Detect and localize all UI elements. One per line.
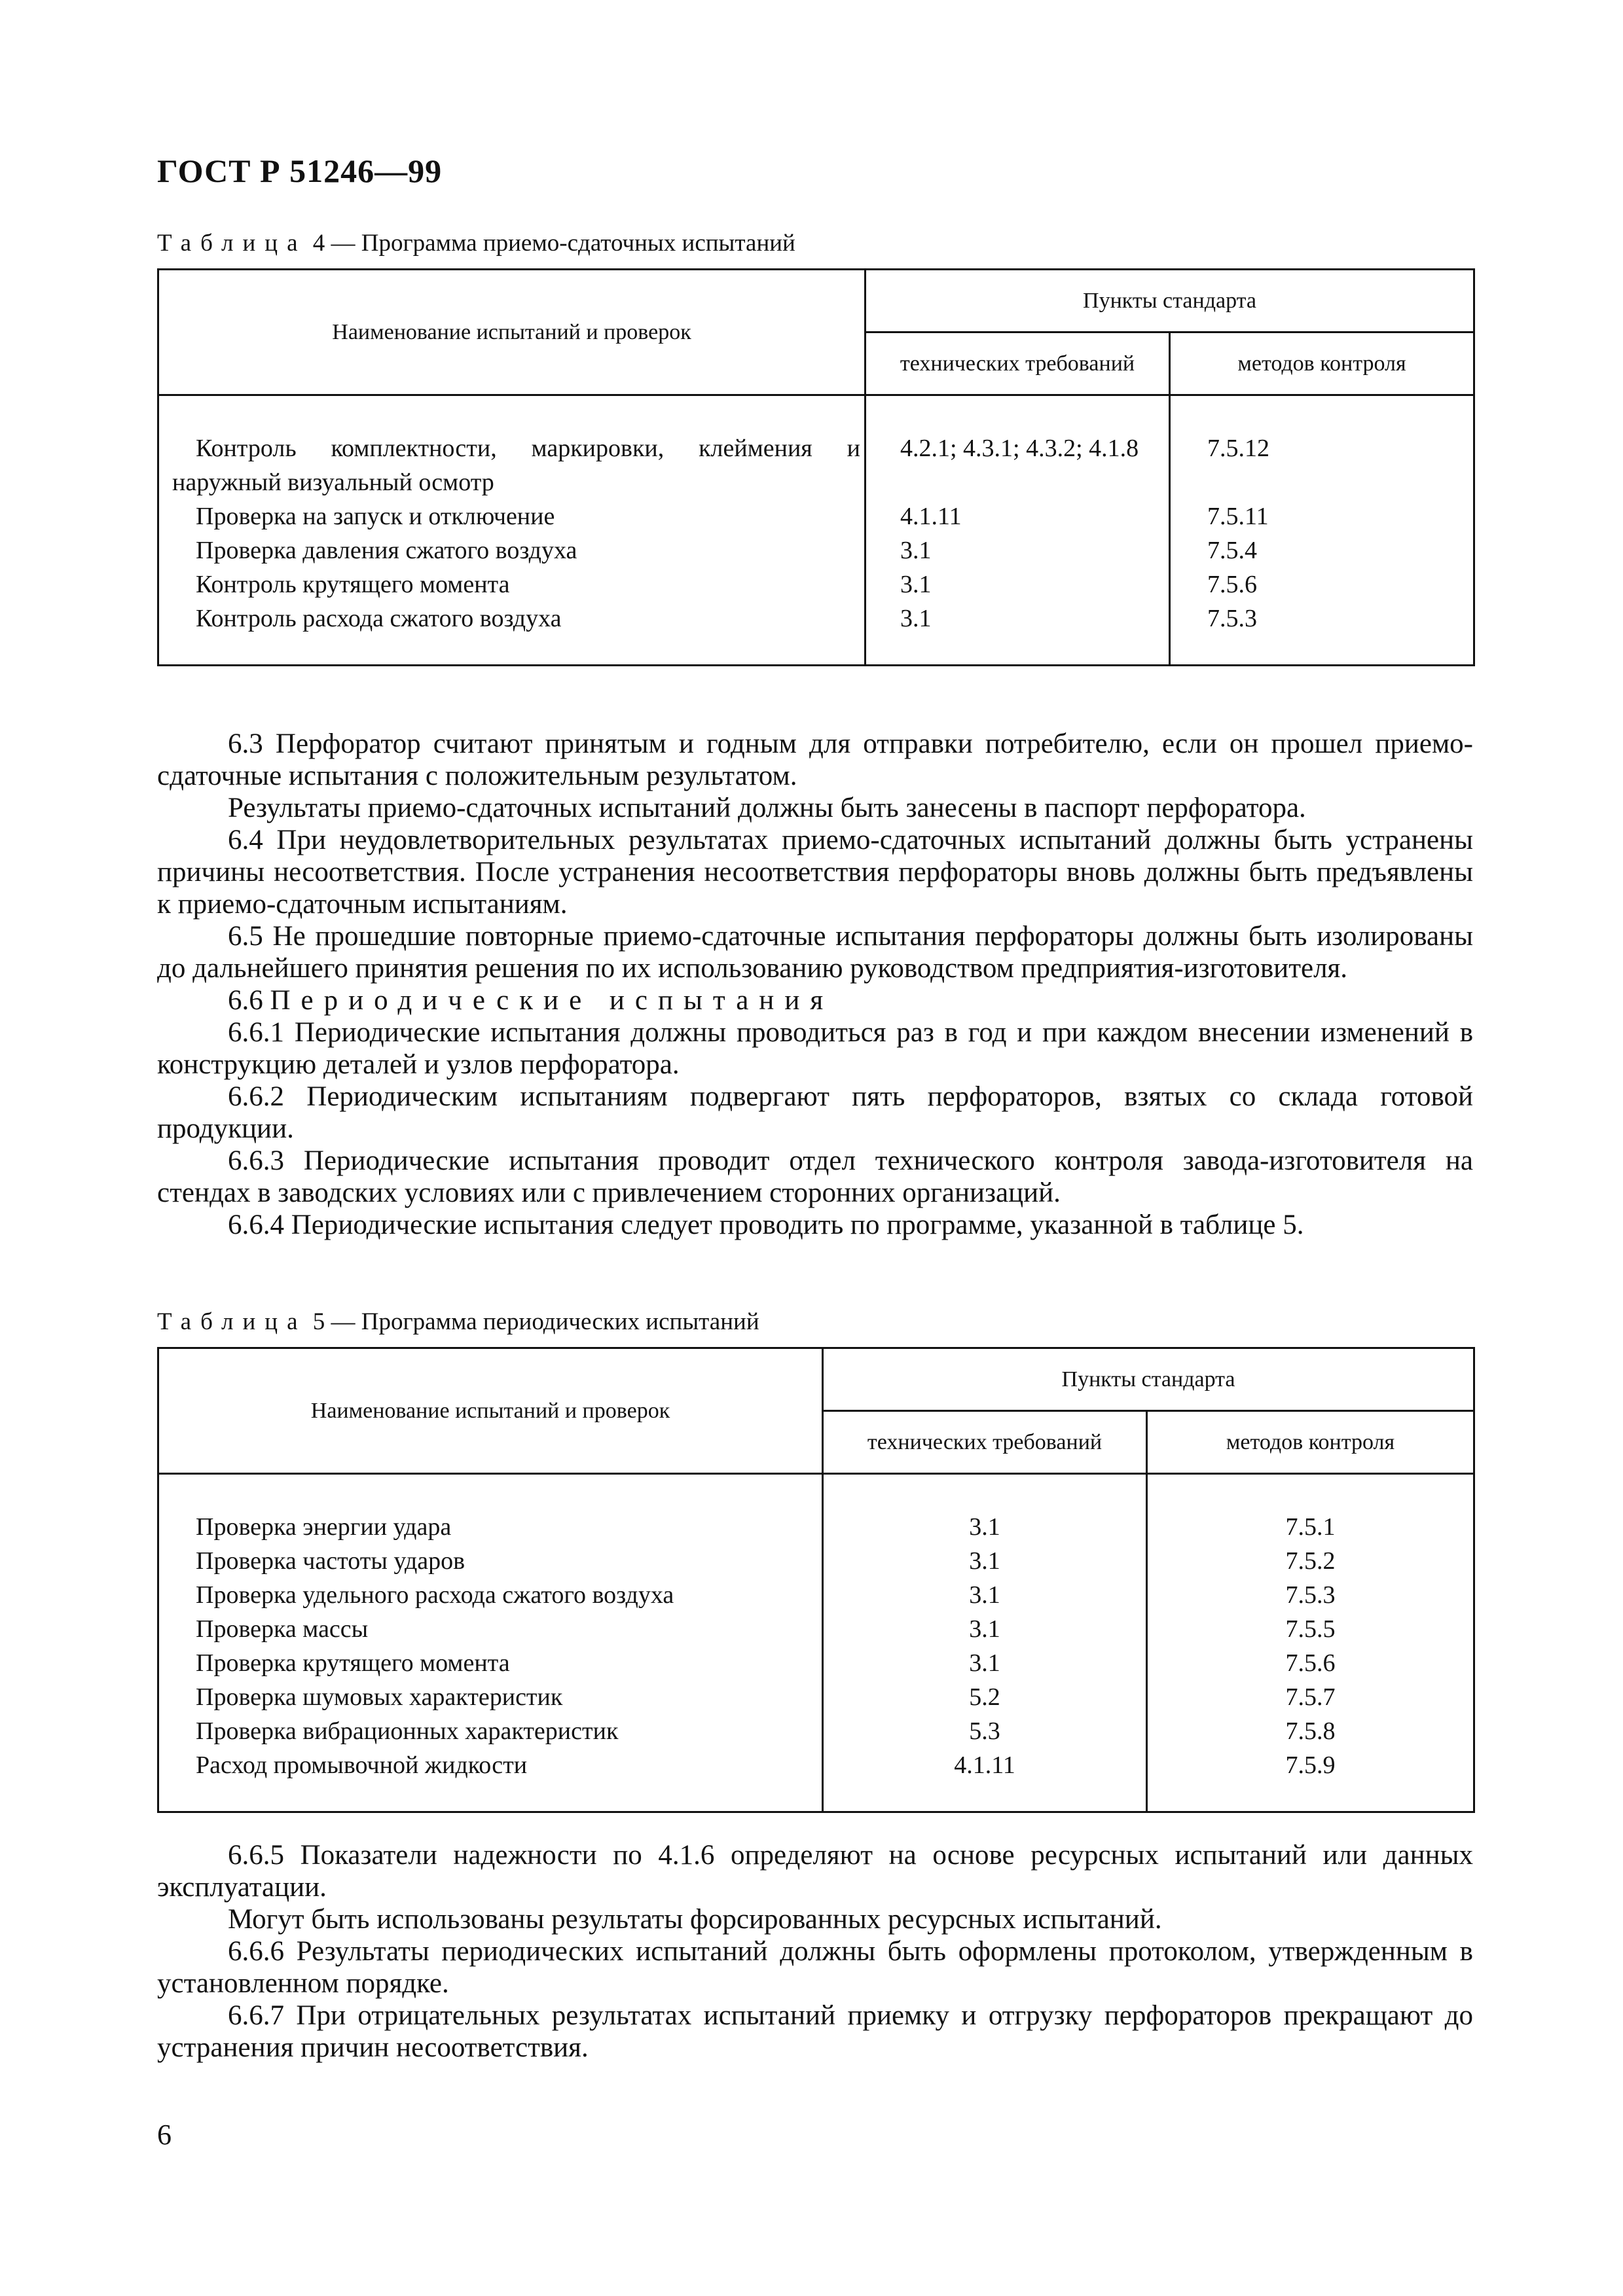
table-cell-tech: 3.1 <box>866 533 1170 567</box>
table-cell-tech: 5.3 <box>823 1714 1147 1748</box>
paragraph: 6.6.6 Результаты периодических испытаний должны быть оформлены протоколом, утвержденным в установленном порядке. <box>157 1936 1473 1999</box>
table4-header-tech: технических требований <box>866 332 1170 395</box>
table-cell-name: Проверка на запуск и отключение <box>158 499 866 533</box>
table-cell-method: 7.5.6 <box>1147 1646 1474 1680</box>
table4-caption-text: 4 — Программа приемо-сдаточных испытаний <box>312 230 795 257</box>
table-cell-method: 7.5.12 <box>1170 395 1474 500</box>
table-cell-tech: 4.1.11 <box>823 1748 1147 1812</box>
table-row <box>158 601 1474 666</box>
table-cell-tech: 5.2 <box>823 1680 1147 1714</box>
table-cell-method: 7.5.3 <box>1147 1578 1474 1612</box>
table-row <box>158 395 1474 500</box>
table5 <box>157 1347 1475 1813</box>
paragraph: 6.5 Не прошедшие повторные приемо-сдаточные испытания перфораторы должны быть изолированы до дальнейшего принятия решения по их использованию руководством предприятия-изготовителя. <box>157 921 1473 984</box>
table-cell-name: Проверка удельного расхода сжатого воздуха <box>158 1578 823 1612</box>
paragraph: 6.6.7 При отрицательных результатах испытаний приемку и отгрузку перфораторов прекращают до устранения причин несоответствия. <box>157 2000 1473 2063</box>
table-row <box>158 1680 1474 1714</box>
table-cell-name: Проверка частоты ударов <box>158 1544 823 1578</box>
paragraph: 6.4 При неудовлетворительных результатах приемо-сдаточных испытаний должны быть устранены причины несоответствия. После устранения несоответствия перфораторы вновь должны быть предъявлены к приемо-сдаточным испытаниям. <box>157 825 1473 920</box>
table-cell-method: 7.5.8 <box>1147 1714 1474 1748</box>
section-heading: 6.6 Периодические испытания <box>228 985 834 1016</box>
table-cell-tech: 3.1 <box>823 1474 1147 1545</box>
table-row <box>158 1748 1474 1812</box>
table-row <box>158 1474 1474 1545</box>
table-cell-tech: 4.2.1; 4.3.1; 4.3.2; 4.1.8 <box>866 395 1170 500</box>
table5-caption-prefix: Таблица <box>157 1308 307 1335</box>
table-row <box>158 1612 1474 1646</box>
table-cell-tech: 3.1 <box>823 1646 1147 1680</box>
paragraph: 6.6.1 Периодические испытания должны проводиться раз в год и при каждом внесении изменений в конструкцию деталей и узлов перфоратора. <box>157 1017 1473 1080</box>
table5-header-methods: методов контроля <box>1147 1411 1474 1474</box>
table-cell-name: Проверка крутящего момента <box>158 1646 823 1680</box>
table-cell-name: Проверка вибрационных характеристик <box>158 1714 823 1748</box>
table-cell-method: 7.5.4 <box>1170 533 1474 567</box>
table-cell-method: 7.5.9 <box>1147 1748 1474 1812</box>
table4-caption-prefix: Таблица <box>157 230 307 257</box>
section-text <box>157 728 1473 1241</box>
table-cell-tech: 3.1 <box>866 601 1170 666</box>
table4-header-group: Пункты стандарта <box>866 270 1474 332</box>
table-cell-name: Проверка массы <box>158 1612 823 1646</box>
table-cell-tech: 4.1.11 <box>866 499 1170 533</box>
table-cell-name: Расход промывочной жидкости <box>158 1748 823 1812</box>
table-row <box>158 499 1474 533</box>
table-cell-method: 7.5.2 <box>1147 1544 1474 1578</box>
paragraph: 6.6.3 Периодические испытания проводит отдел технического контроля завода-изготовителя на стендах в заводских условиях или с привлечением сторонних организаций. <box>157 1145 1473 1208</box>
table-row <box>158 1578 1474 1612</box>
paragraph: Могут быть использованы результаты форсированных ресурсных испытаний. <box>228 1904 1162 1935</box>
table-row <box>158 1714 1474 1748</box>
table-cell-name: Проверка энергии удара <box>158 1474 823 1545</box>
table-row <box>158 1544 1474 1578</box>
table-cell-method: 7.5.7 <box>1147 1680 1474 1714</box>
table5-caption <box>157 1308 759 1336</box>
table-cell-tech: 3.1 <box>823 1612 1147 1646</box>
paragraph: 6.6.5 Показатели надежности по 4.1.6 определяют на основе ресурсных испытаний или данных эксплуатации. <box>157 1840 1473 1903</box>
table-cell-name: Контроль расхода сжатого воздуха <box>158 601 866 666</box>
closing-text <box>157 1839 1473 2064</box>
table-cell-name: Контроль комплектности, маркировки, клеймения и наружный визуальный осмотр <box>158 395 866 500</box>
page-number: 6 <box>157 2119 172 2151</box>
paragraph: Результаты приемо-сдаточных испытаний должны быть занесены в паспорт перфоратора. <box>228 793 1306 823</box>
table-cell-method: 7.5.6 <box>1170 567 1474 601</box>
table4 <box>157 268 1475 666</box>
table4-caption <box>157 229 795 257</box>
table-row <box>158 567 1474 601</box>
document-header: ГОСТ Р 51246—99 <box>157 152 443 189</box>
table-cell-name: Проверка шумовых характеристик <box>158 1680 823 1714</box>
table-cell-name: Контроль крутящего момента <box>158 567 866 601</box>
paragraph: 6.3 Перфоратор считают принятым и годным для отправки потребителю, если он прошел приемо-сдаточные испытания с положительным результатом. <box>157 728 1473 791</box>
table-cell-method: 7.5.3 <box>1170 601 1474 666</box>
table5-header-name: Наименование испытаний и проверок <box>158 1348 823 1474</box>
table-cell-tech: 3.1 <box>866 567 1170 601</box>
table5-caption-text: 5 — Программа периодических испытаний <box>312 1308 759 1335</box>
table4-header-methods: методов контроля <box>1170 332 1474 395</box>
paragraph: 6.6.4 Периодические испытания следует проводить по программе, указанной в таблице 5. <box>228 1210 1304 1240</box>
table-cell-tech: 3.1 <box>823 1578 1147 1612</box>
table-cell-name: Проверка давления сжатого воздуха <box>158 533 866 567</box>
table-row <box>158 1646 1474 1680</box>
table-cell-tech: 3.1 <box>823 1544 1147 1578</box>
table-cell-method: 7.5.1 <box>1147 1474 1474 1545</box>
paragraph: 6.6.2 Периодическим испытаниям подвергают пять перфораторов, взятых со склада готовой продукции. <box>157 1081 1473 1144</box>
table-cell-method: 7.5.11 <box>1170 499 1474 533</box>
table4-header-name: Наименование испытаний и проверок <box>158 270 866 395</box>
table5-header-tech: технических требований <box>823 1411 1147 1474</box>
table-row <box>158 533 1474 567</box>
table-cell-method: 7.5.5 <box>1147 1612 1474 1646</box>
table5-header-group: Пункты стандарта <box>823 1348 1474 1411</box>
